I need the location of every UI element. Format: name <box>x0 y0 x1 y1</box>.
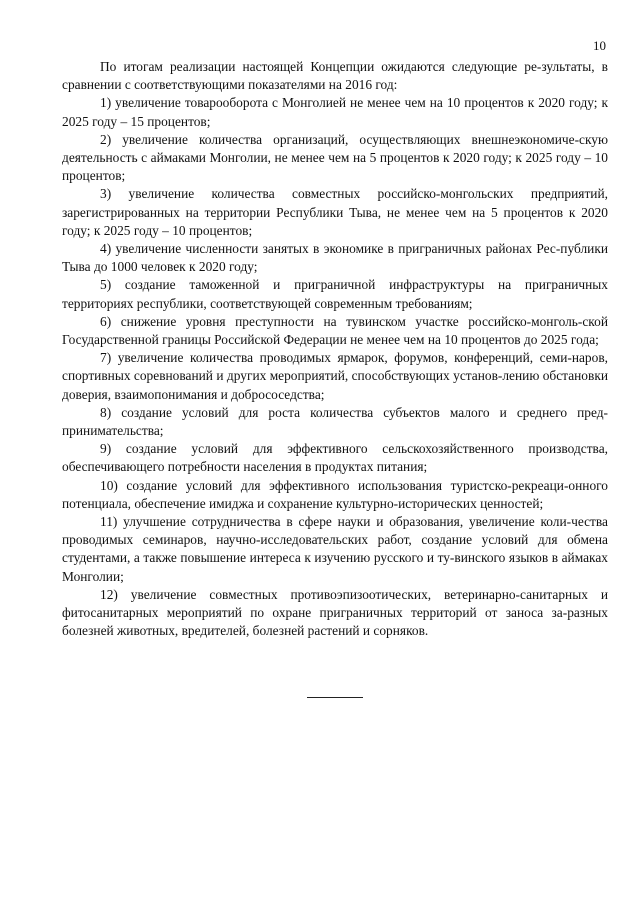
document-body <box>62 58 608 641</box>
intro-paragraph: По итогам реализации настоящей Концепции ожидаются следующие ре-зультаты, в сравнении с соответствующими показателями на 2016 год: <box>62 59 608 93</box>
list-item: 9) создание условий для эффективного сельскохозяйственного производства, обеспечивающего потребности населения в продуктах питания; <box>62 441 608 475</box>
page-number: 10 <box>593 38 606 53</box>
list-item: 10) создание условий для эффективного использования туристско-рекреаци-онного потенциала, обеспечение имиджа и сохранение культурно-исторических ценностей; <box>62 477 608 511</box>
list-item: 8) создание условий для роста количества субъектов малого и среднего пред-принимательства; <box>62 404 608 439</box>
list-item: 11) улучшение сотрудничества в сфере науки и образования, увеличение коли-чества проводимых семинаров, научно-исследовательских работ, создание условий для обмена студентами, а также повышение интереса к изучению русского и ту-винского языков в аймаках Монголии; <box>62 514 608 584</box>
list-item: 5) создание таможенной и приграничной инфраструктуры на приграничных территориях республики, соответствующей современным требованиям; <box>62 277 608 311</box>
list-item: 7) увеличение количества проводимых ярмарок, форумов, конференций, семи-наров, спортивных соревнований и других мероприятий, способствующих установ-лению обстановки доверия, взаимопонимания и добрососедства; <box>62 350 608 402</box>
list-item: 3) увеличение количества совместных российско-монгольских предприятий, зарегистрированных на территории Республики Тыва, не менее чем на 5 процентов к 2020 году; к 2025 году – 10 процентов; <box>62 186 608 238</box>
end-separator-line <box>307 697 363 698</box>
list-item: 6) снижение уровня преступности на тувинском участке российско-монголь-ской Государственной границы Российской Федерации не менее чем на 10 процентов до 2025 года; <box>62 313 608 348</box>
list-item: 2) увеличение количества организаций, осуществляющих внешнеэкономиче-скую деятельность с аймаками Монголии, не менее чем на 5 процентов к 2020 году; к 2025 году – 10 процентов; <box>62 131 608 184</box>
list-item: 1) увеличение товарооборота с Монголией не менее чем на 10 процентов к 2020 году; к 2025 году – 15 процентов; <box>62 95 608 129</box>
list-item: 12) увеличение совместных противоэпизоотических, ветеринарно-санитарных и фитосанитарных мероприятий по охране приграничных территорий от заноса за-разных болезней животных, вредителей, болезней растений и сорняков. <box>62 586 608 639</box>
list-item: 4) увеличение численности занятых в экономике в приграничных районах Рес-публики Тыва до 1000 человек к 2020 году; <box>62 241 608 275</box>
